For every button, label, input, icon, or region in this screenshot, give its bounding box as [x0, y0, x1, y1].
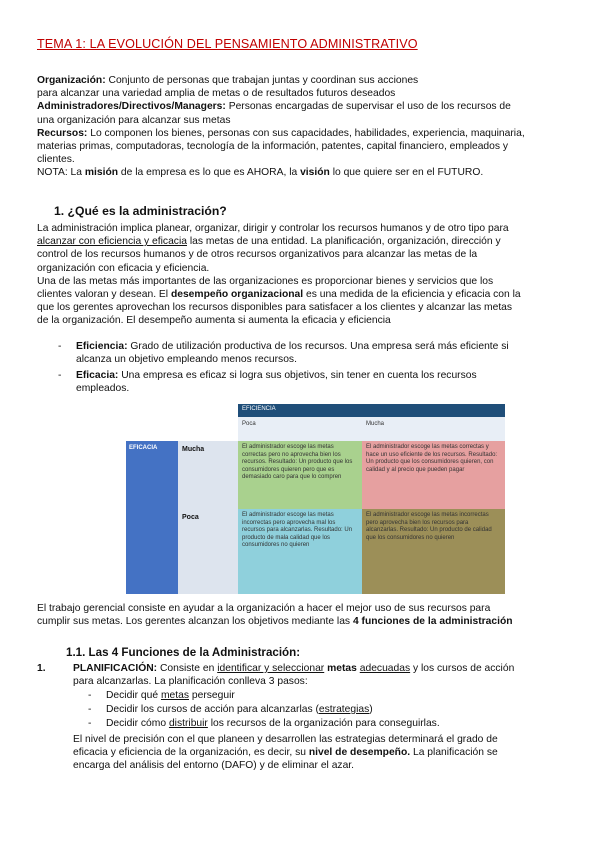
rec-text-2: materias primas, computadoras, tecnología de la información, patentes, capital financiero, empleados y: [37, 141, 509, 153]
p2-line-1: Una de las metas más importantes de las organizaciones es proporcionar bienes y servicios que los: [37, 275, 494, 287]
matrix-row-mucha: Mucha: [178, 441, 238, 509]
step2-a: Decidir los cursos de acción para alcanzarlas (: [106, 704, 319, 715]
step3-u: distribuir: [168, 718, 208, 729]
page-title: TEMA 1: LA EVOLUCIÓN DEL PENSAMIENTO ADMINISTRATIVO: [37, 37, 418, 51]
summary-line-3: encarga del análisis del entorno (DAFO) y de eliminar el azar.: [73, 760, 355, 772]
plan-underline-1: identificar y seleccionar: [217, 663, 325, 674]
org-term: Organización:: [37, 75, 106, 86]
step1-u: metas: [160, 690, 189, 701]
p1-underline: alcanzar con eficiencia y eficacia: [37, 236, 187, 248]
eficiencia-text-2: alcanza un objetivo empleando menos recursos.: [76, 354, 297, 366]
p2-line-2c: es una medida de la eficiencia y eficacia con la: [303, 289, 521, 301]
p1-line-1: La administración implica planear, organizar, dirigir y controlar los recursos humanos y de otro tipo para: [37, 223, 509, 234]
plan-line-2: para alcanzarlas. La planificación conlleva 3 pasos:: [73, 676, 308, 688]
p1-line-3: control de los recursos humanos y de otros recursos organizativos para alcanzar las metas de la: [37, 249, 478, 261]
nota-c: lo que quiere ser en el FUTURO.: [329, 167, 484, 179]
rec-text: Lo componen los bienes, personas con sus capacidades, habilidades, experiencia, maquinaria,: [87, 127, 525, 139]
plan-a: Consiste en: [157, 663, 218, 674]
step3-b: los recursos de la organización para conseguirlas.: [207, 718, 440, 729]
summary-line-1: El nivel de precisión con el que planeen y desarrollen las estrategias determinará el grado de: [73, 734, 498, 745]
dash-icon: -: [88, 704, 92, 715]
eficacia-text: Una empresa es eficaz si logra sus objetivos, sin tener en cuenta los recursos: [118, 370, 477, 381]
org-text: Conjunto de personas que trabajan juntas y coordinan sus acciones: [105, 75, 419, 86]
adm-text: Personas encargadas de supervisar el uso de los recursos de: [225, 101, 511, 113]
org-text-2: para alcanzar una variedad amplia de metas o de resultados futuros deseados: [37, 88, 396, 100]
step2-b: ): [369, 704, 373, 715]
adm-text-2: una organización para alcanzar sus metas: [37, 114, 231, 126]
p1-line-2: las metas de una entidad. La planificación, organización, dirección y: [186, 236, 501, 248]
summary-line-2c: La planificación se: [410, 747, 498, 759]
eficiencia-term: Eficiencia:: [76, 341, 128, 352]
step1-b: perseguir: [189, 690, 235, 701]
definitions: [37, 74, 569, 180]
after-bold: 4 funciones de la administración: [352, 616, 513, 628]
matrix-cell-poca-mucha: El administrador escoge las metas incorrectas pero aprovecha bien los recursos para alcanzarlas. Resultado: Un producto de calidad que los consumidores no quieren: [362, 509, 505, 594]
nota-line: [37, 166, 569, 179]
item-number-1: 1.: [37, 663, 46, 674]
nota-a: NOTA: La: [37, 167, 85, 179]
matrix-cell-mucha-poca: El administrador escoge las metas correctas pero no aprovecha bien los recursos. Resultado: Un producto que los consumidores quieren pero que es demasiado caro para que lo compren: [238, 441, 362, 509]
section-1-heading: 1. ¿Qué es la administración?: [54, 204, 227, 218]
p2-line-2a: clientes valoran y desean. El: [37, 289, 171, 301]
p1-line-4: organización con eficacia y eficiencia.: [37, 262, 210, 274]
summary-line-2a: eficacia y eficiencia de la organización, es decir, su: [73, 747, 309, 759]
matrix-col-mucha: Mucha: [362, 417, 505, 441]
plan-underline-2: adecuadas: [359, 663, 411, 674]
dash-icon: -: [88, 690, 92, 701]
matrix-cell-mucha-mucha: El administrador escoge las metas correctas y hace un uso eficiente de los recursos. Resultado: Un producto que los consumidores quieren, con calidad y al precio que pueden pagar: [362, 441, 505, 509]
eficiencia-eficacia-matrix: [126, 404, 505, 594]
p2-line-4: de la organización. El desempeño aumenta si aumenta la eficacia y eficiencia: [37, 315, 391, 327]
after-matrix-text: [37, 602, 569, 628]
section-1-body: [37, 222, 569, 328]
planificacion-block: [73, 662, 573, 688]
planificacion-summary: [73, 733, 573, 773]
nota-b: de la empresa es lo que es AHORA, la: [118, 167, 301, 179]
eficiencia-text: Grado de utilización productiva de los recursos. Una empresa será más eficiente si: [127, 341, 509, 352]
plan-c: y los cursos de acción: [410, 663, 515, 674]
matrix-row-poca: Poca: [178, 509, 238, 594]
summary-bold: nivel de desempeño.: [308, 747, 411, 759]
dash-icon: -: [88, 718, 92, 729]
p2-line-3: que los gerentes aprovechan los recursos disponibles para satisfacer a los clientes y alcanzar las metas: [37, 302, 513, 314]
p2-bold: desempeño organizacional: [170, 289, 304, 301]
matrix-cell-poca-poca: El administrador escoge las metas incorrectas pero aprovecha mal los recursos para alcanzarlas. Resultado: Un producto de mala calidad que los consumidores no quieren: [238, 509, 362, 594]
eficacia-text-2: empleados.: [76, 383, 130, 395]
dash-icon: -: [58, 370, 62, 381]
dash-icon: -: [58, 341, 62, 352]
rec-text-3: clientes.: [37, 154, 75, 166]
step2-u: estrategias: [318, 704, 370, 715]
matrix-row-header-eficacia: EFICACIA: [126, 441, 178, 594]
adm-term: Administradores/Directivos/Managers:: [37, 101, 226, 113]
plan-metas: metas: [327, 663, 357, 674]
step1-a: Decidir qué: [106, 690, 161, 701]
matrix-col-poca: Poca: [238, 417, 362, 441]
step3-a: Decidir cómo: [106, 718, 169, 729]
nota-vision: visión: [300, 167, 330, 179]
nota-mision: misión: [84, 167, 119, 179]
after-line-2a: cumplir sus metas. Los gerentes alcanzan los objetivos mediante las: [37, 616, 353, 628]
eficacia-term: Eficacia:: [76, 370, 119, 381]
rec-term: Recursos:: [37, 127, 88, 139]
matrix-header-eficiencia: EFICIENCIA: [238, 404, 505, 417]
after-line-1: El trabajo gerencial consiste en ayudar a la organización a hacer el mejor uso de sus recursos para: [37, 603, 491, 614]
planificacion-term: PLANIFICACIÓN:: [73, 663, 158, 674]
section-1-1-heading: 1.1. Las 4 Funciones de la Administración:: [66, 646, 301, 659]
